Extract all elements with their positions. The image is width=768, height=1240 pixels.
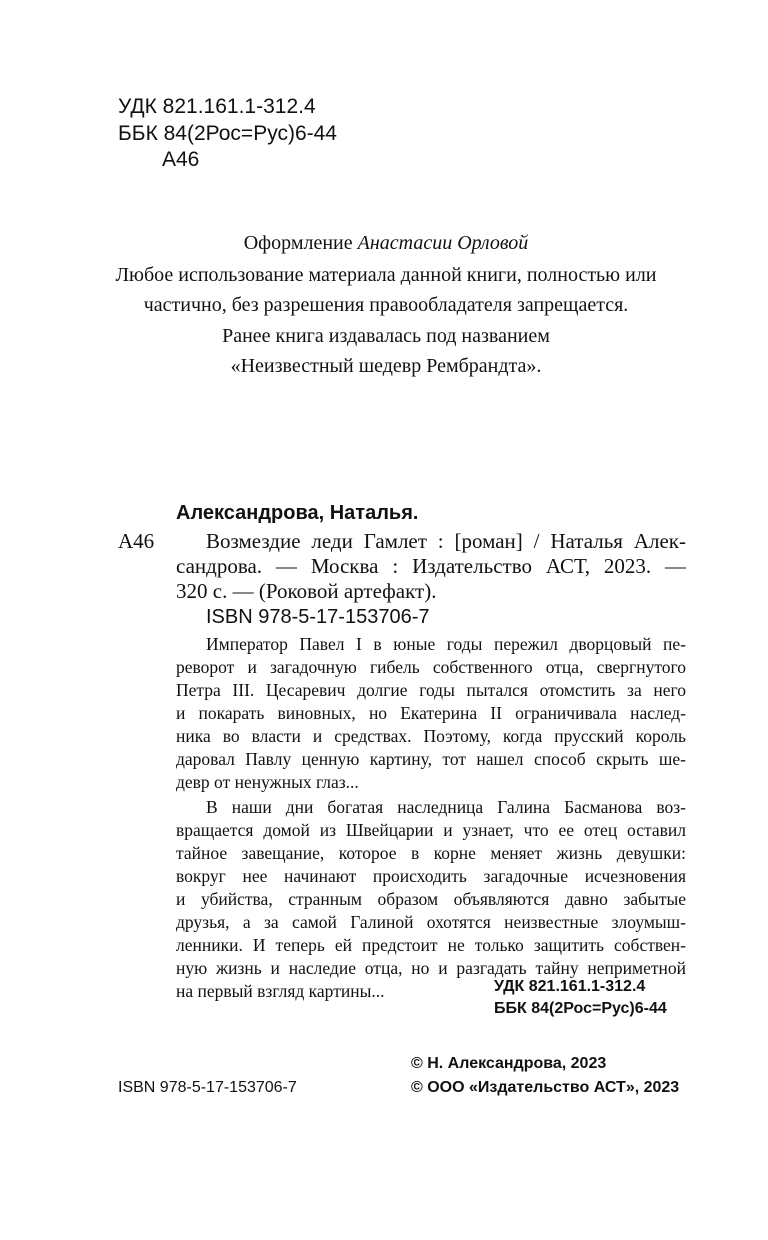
- annotation-line: и покарать виновных, но Екатерина II ограничивала наслед-: [176, 703, 686, 723]
- bib-description-line: 320 с. — (Роковой артефакт).: [176, 579, 437, 603]
- annotation-line: тайное завещание, которое в корне меняет жизнь девушки:: [176, 843, 686, 863]
- author-heading: Александрова, Наталья.: [176, 502, 419, 524]
- annotation-line: реворот и загадочную гибель собственного отца, свергнутого: [176, 657, 686, 677]
- isbn-record: ISBN 978-5-17-153706-7: [206, 606, 430, 628]
- isbn-footer: ISBN 978-5-17-153706-7: [118, 1079, 297, 1096]
- copyright-notice-line: частично, без разрешения правообладателя запрещается.: [143, 294, 629, 316]
- copyright-notice-line: Любое использование материала данной книги, полностью или: [115, 264, 657, 286]
- annotation-line: ную жизнь и наследие отца, но и разгадать тайну неприметной: [176, 958, 686, 978]
- bib-description-line: Возмездие леди Гамлет : [роман] / Наталья Алек-: [206, 529, 686, 553]
- annotation-line: даровал Павлу ценную картину, тот нашел способ скрыть ше-: [176, 749, 686, 769]
- previous-title-line: Ранее книга издавалась под названием: [222, 325, 550, 347]
- bib-description-line: сандрова. — Москва : Издательство АСТ, 2023. —: [176, 554, 686, 578]
- annotation-line: девр от ненужных глаз...: [176, 772, 359, 792]
- annotation-line: на первый взгляд картины...: [176, 981, 385, 1001]
- annotation-line: Петра III. Цесаревич долгие годы пытался отомстить за него: [176, 680, 686, 700]
- author-mark: А46: [162, 148, 200, 171]
- udk-code: УДК 821.161.1-312.4: [118, 95, 316, 118]
- design-credit-prefix: Оформление: [243, 232, 358, 254]
- annotation-line: ленники. И теперь ей предстоит не только защитить собствен-: [176, 935, 686, 955]
- previous-title-note: [100, 321, 672, 381]
- bbk-code: ББК 84(2Рос=Рус)6-44: [118, 122, 337, 145]
- copyright-author: © Н. Александрова, 2023: [411, 1055, 607, 1072]
- annotation-line: В наши дни богатая наследница Галина Басманова воз-: [206, 797, 686, 817]
- annotation-line: вращается домой из Швейцарии и узнает, что ее отец оставил: [176, 820, 686, 840]
- author-mark-bib: А46: [118, 529, 155, 553]
- bbk-code-bottom: ББК 84(2Рос=Рус)6-44: [494, 1000, 667, 1017]
- annotation-line: друзья, а за самой Галиной охотятся неизвестные злоумыш-: [176, 912, 686, 932]
- copyright-notice: [100, 260, 672, 320]
- design-credit: [100, 228, 672, 258]
- annotation-line: Император Павел I в юные годы пережил дворцовый пе-: [206, 634, 686, 654]
- annotation-line: и убийства, странным образом объявляются давно забытые: [176, 889, 686, 909]
- annotation-line: вокруг нее начинают происходить загадочные исчезновения: [176, 866, 686, 886]
- designer-name: Анастасии Орловой: [357, 232, 529, 254]
- udk-code-bottom: УДК 821.161.1-312.4: [494, 978, 646, 995]
- previous-title-line: «Неизвестный шедевр Рембрандта».: [230, 355, 542, 377]
- copyright-publisher: © ООО «Издательство АСТ», 2023: [411, 1079, 680, 1096]
- annotation-line: ника во власти и средствах. Поэтому, когда прусский король: [176, 726, 686, 746]
